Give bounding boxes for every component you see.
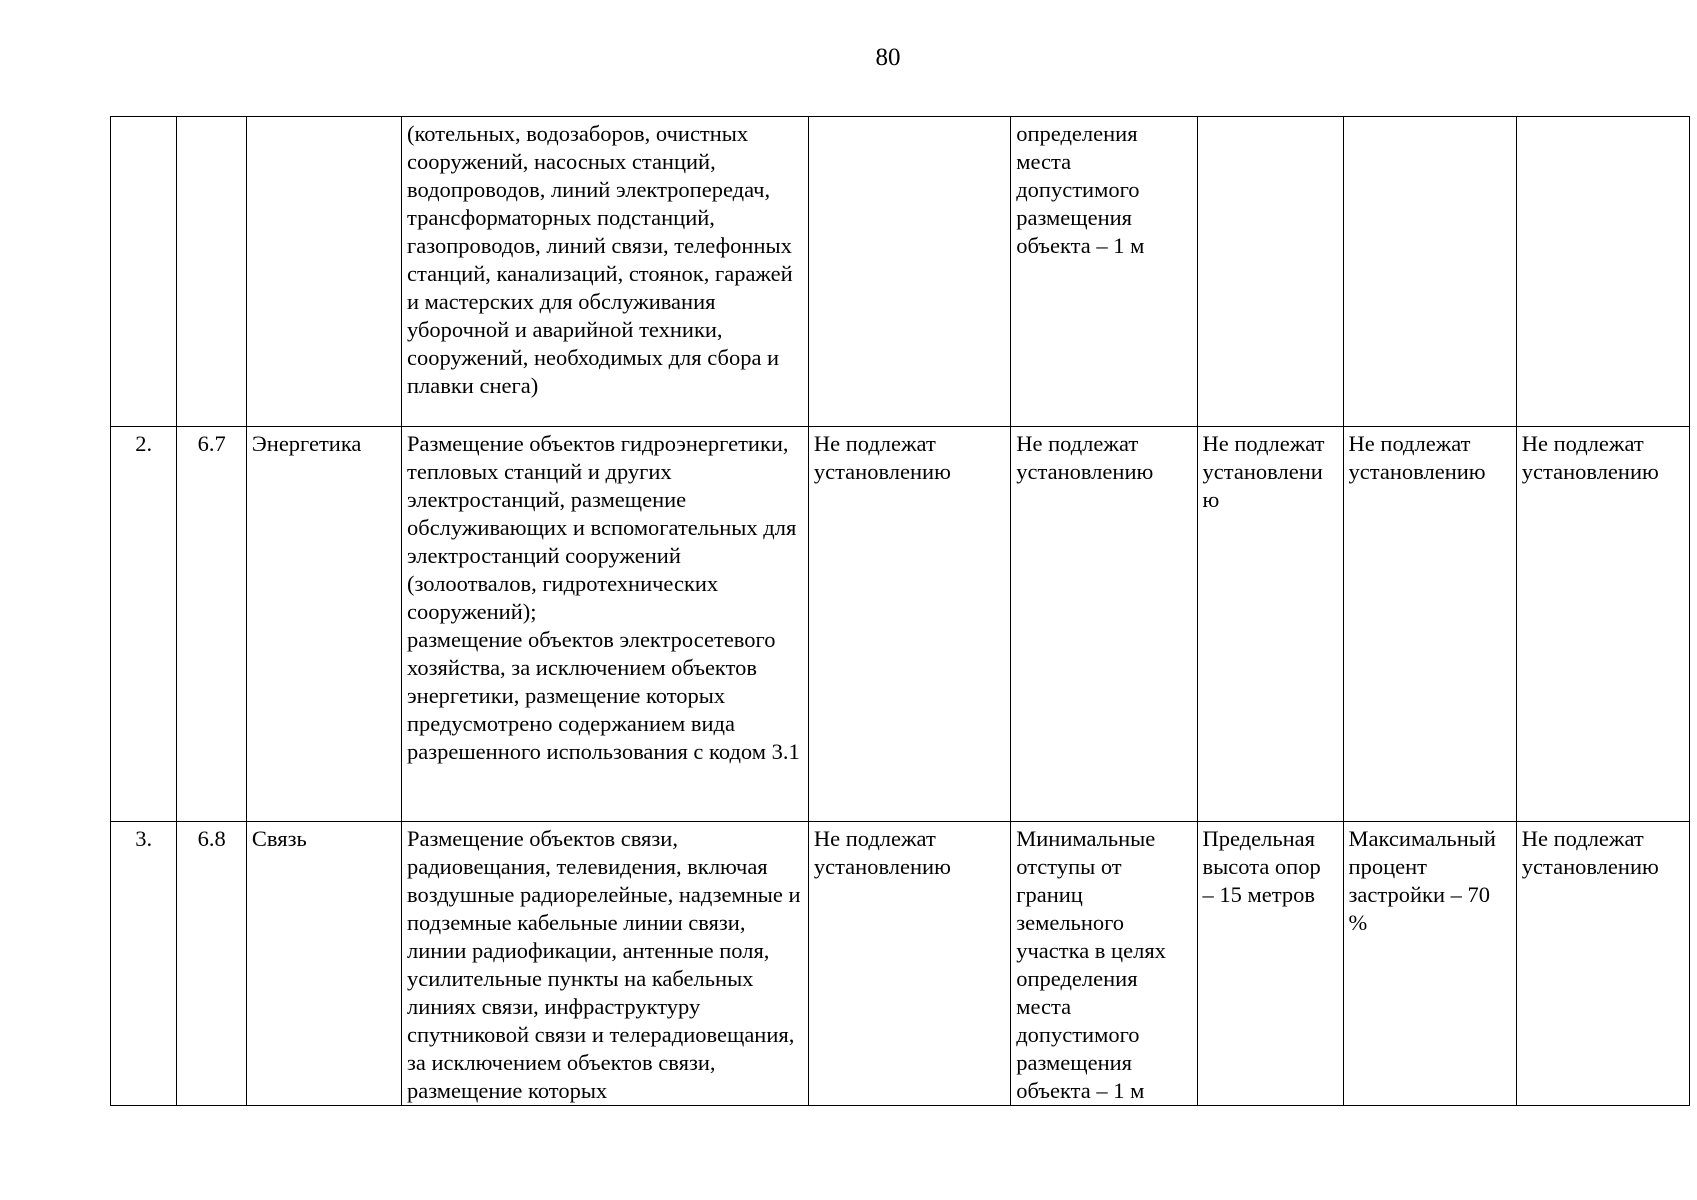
use-code-cell: 6.7 [177, 427, 246, 822]
regulation-cell: Не подлежат установлению [808, 427, 1010, 822]
use-description-cell: Размещение объектов гидроэнергетики, тепловых станций и других электростанций, размещение обслуживающих и вспомогательных для электростанций сооружений (золоотвалов, гидротехнических сооружений); размещение объектов электросетевого хозяйства, за исключением объектов энергетики, размещение которых предусмотрено содержанием вида разрешенного использования с кодом 3.1 [402, 427, 809, 822]
use-name-cell: Энергетика [246, 427, 401, 822]
land-use-regulations-table [110, 116, 1690, 1106]
use-code-cell [177, 117, 246, 427]
page-number: 80 [875, 44, 901, 71]
regulation-cell [1516, 117, 1689, 427]
setback-cell: Не подлежат установлению [1011, 427, 1197, 822]
regulation-cell [808, 117, 1010, 427]
table-row [111, 427, 1690, 822]
row-number-cell [111, 117, 177, 427]
use-description-cell: (котельных, водозаборов, очистных сооружений, насосных станций, водопроводов, линий электропередач, трансформаторных подстанций, газопроводов, линий связи, телефонных станций, канализаций, стоянок, гаражей и мастерских для обслуживания уборочной и аварийной техники, сооружений, необходимых для сбора и плавки снега) [402, 117, 809, 427]
use-code-cell: 6.8 [177, 822, 246, 1106]
coverage-cell: Максимальный процент застройки – 70 % [1343, 822, 1516, 1106]
coverage-cell [1343, 117, 1516, 427]
row-number-cell: 2. [111, 427, 177, 822]
row-number-cell: 3. [111, 822, 177, 1106]
setback-cell: определения места допустимого размещения объекта – 1 м [1011, 117, 1197, 427]
regulation-cell: Не подлежат установлению [1516, 427, 1689, 822]
table-row [111, 822, 1690, 1106]
setback-cell: Минимальные отступы от границ земельного участка в целях определения места допустимого размещения объекта – 1 м [1011, 822, 1197, 1106]
use-name-cell [246, 117, 401, 427]
regulation-cell: Не подлежат установлению [1516, 822, 1689, 1106]
use-name-cell: Связь [246, 822, 401, 1106]
height-limit-cell [1197, 117, 1343, 427]
height-limit-cell: Не подлежат установлени ю [1197, 427, 1343, 822]
coverage-cell: Не подлежат установлению [1343, 427, 1516, 822]
use-description-cell: Размещение объектов связи, радиовещания, телевидения, включая воздушные радиорелейные, надземные и подземные кабельные линии связи, линии радиофикации, антенные поля, усилительные пункты на кабельных линиях связи, инфраструктуру спутниковой связи и телерадиовещания, за исключением объектов связи, размещение которых [402, 822, 809, 1106]
regulation-cell: Не подлежат установлению [808, 822, 1010, 1106]
table-row [111, 117, 1690, 427]
height-limit-cell: Предельная высота опор – 15 метров [1197, 822, 1343, 1106]
